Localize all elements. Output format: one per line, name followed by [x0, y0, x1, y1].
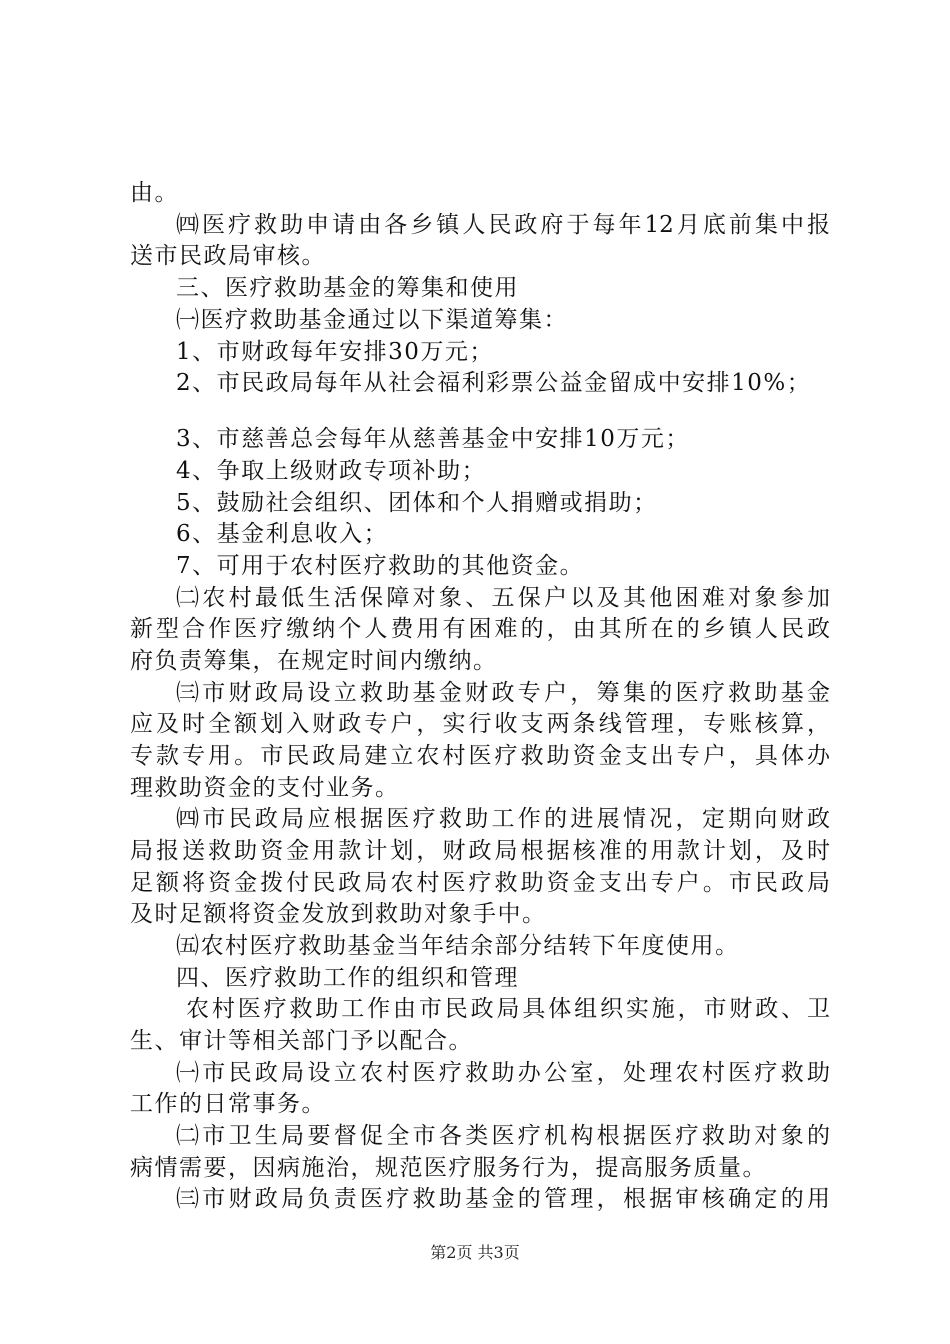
text-line: ㈢市财政局负责医疗救助基金的管理，根据审核确定的用: [176, 1186, 830, 1212]
section-heading: 四、医疗救助工作的组织和管理: [176, 965, 519, 991]
text-line: ㈤农村医疗救助基金当年结余部分结转下年度使用。: [176, 933, 740, 959]
text-line: 局报送救助资金用款计划，财政局根据核准的用款计划，及时: [130, 838, 830, 864]
text-line: ㈠医疗救助基金通过以下渠道筹集：: [176, 307, 568, 333]
text-line: 理救助资金的支付业务。: [130, 775, 400, 801]
text-line: ㈣市民政局应根据医疗救助工作的进展情况，定期向财政: [176, 806, 830, 832]
text-line: 足额将资金拨付民政局农村医疗救助资金支出专户。市民政局: [130, 870, 830, 896]
text-line: ㈡市卫生局要督促全市各类医疗机构根据医疗救助对象的: [176, 1123, 830, 1149]
text-line: 专款专用。市民政局建立农村医疗救助资金支出专户，具体办: [130, 743, 830, 769]
text-line: ㈢市财政局设立救助基金财政专户，筹集的医疗救助基金: [176, 680, 830, 706]
text-line: ㈡农村最低生活保障对象、五保户以及其他困难对象参加: [176, 585, 830, 611]
text-line: 生、审计等相关部门予以配合。: [130, 1028, 473, 1054]
text-line: ㈣医疗救助申请由各乡镇人民政府于每年12月底前集中报: [176, 212, 830, 238]
text-line: 应及时全额划入财政专户，实行收支两条线管理，专账核算，: [130, 711, 830, 737]
text-line: 工作的日常事务。: [130, 1091, 326, 1117]
text-line: 府负责筹集，在规定时间内缴纳。: [130, 648, 498, 674]
text-line: ㈠市民政局设立农村医疗救助办公室，处理农村医疗救助: [176, 1060, 830, 1086]
section-heading: 三、医疗救助基金的筹集和使用: [176, 275, 519, 301]
list-item: 4、争取上级财政专项补助；: [176, 458, 487, 484]
list-item: 1、市财政每年安排30万元；: [176, 339, 494, 365]
text-line: 病情需要，因病施治，规范医疗服务行为，提高服务质量。: [130, 1155, 767, 1181]
text-line: 送市民政局审核。: [130, 243, 326, 269]
list-item: 3、市慈善总会每年从慈善基金中安排10万元；: [176, 426, 690, 452]
list-item: 2、市民政局每年从社会福利彩票公益金留成中安排10%；: [176, 370, 812, 396]
text-line: 新型合作医疗缴纳个人费用有困难的，由其所在的乡镇人民政: [130, 616, 830, 642]
text-line: 及时足额将资金发放到救助对象手中。: [130, 901, 547, 927]
list-item: 7、可用于农村医疗救助的其他资金。: [176, 553, 585, 579]
list-item: 6、基金利息收入；: [176, 521, 389, 547]
text-line: 由。: [130, 180, 179, 206]
page-number-footer: 第2页 共3页: [430, 1243, 520, 1262]
text-line: 农村医疗救助工作由市民政局具体组织实施，市财政、卫: [186, 996, 830, 1022]
list-item: 5、鼓励社会组织、团体和个人捐赠或捐助；: [176, 490, 658, 516]
